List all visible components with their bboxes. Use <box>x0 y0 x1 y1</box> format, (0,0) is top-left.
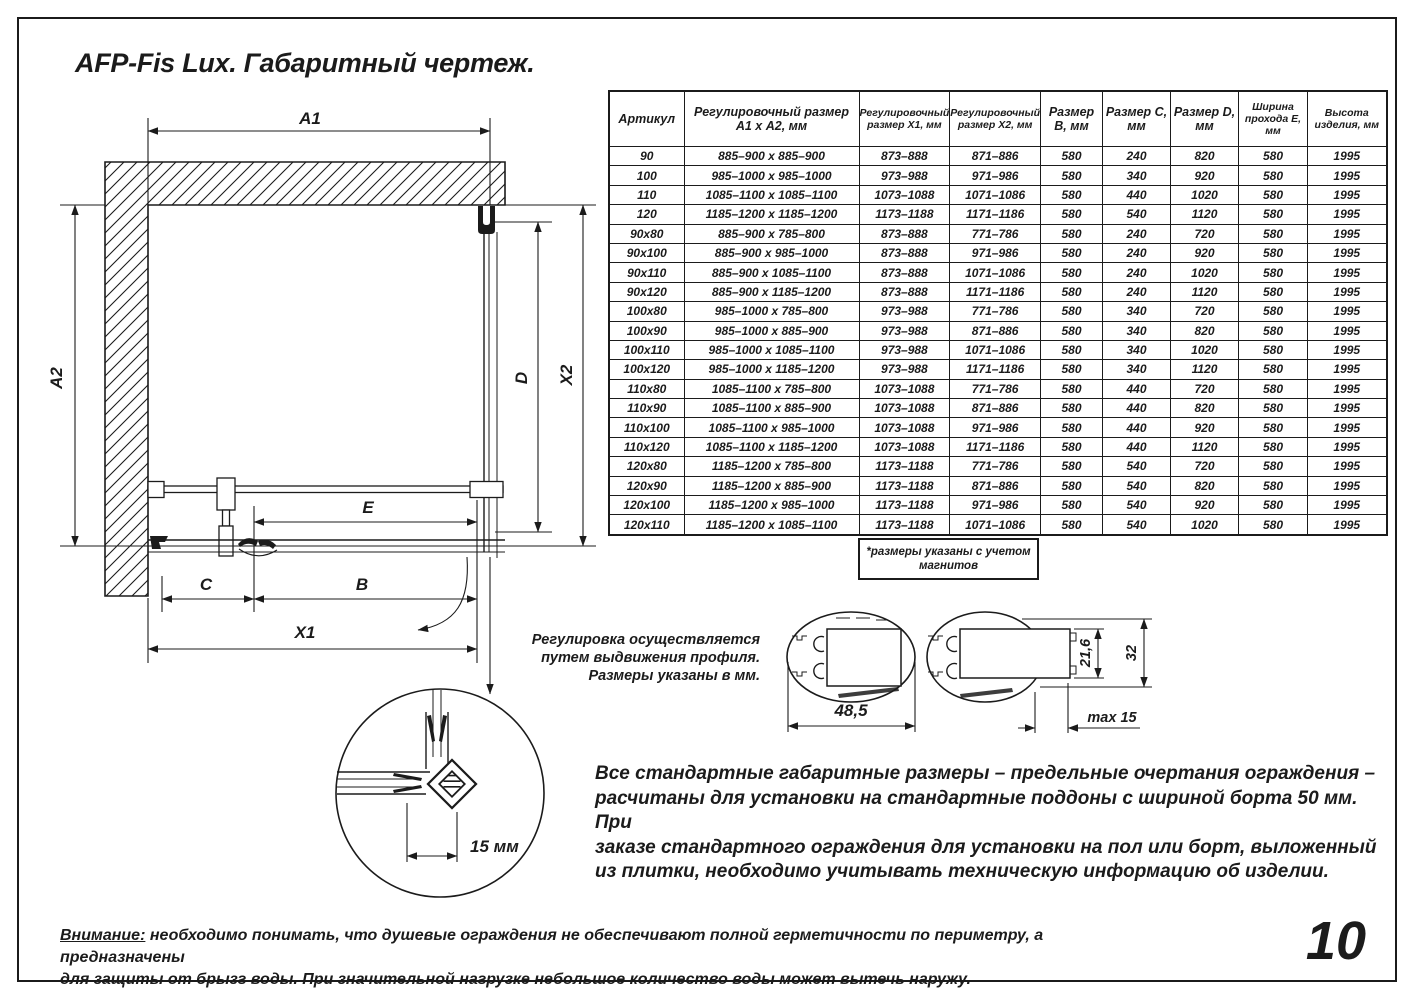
table-cell: 1173–1188 <box>859 515 950 535</box>
table-cell: 1185–1200 x 885–900 <box>684 476 859 495</box>
table-cell: 90x80 <box>609 224 684 243</box>
warning-note <box>60 925 1160 991</box>
regulation-note <box>430 631 760 685</box>
table-row <box>609 476 1387 495</box>
table-cell: 1995 <box>1308 185 1387 204</box>
table-cell: 340 <box>1103 166 1171 185</box>
svg-text:21,6: 21,6 <box>1078 638 1094 668</box>
table-cell: 110x100 <box>609 418 684 437</box>
table-cell: 1995 <box>1308 515 1387 535</box>
table-cell: 580 <box>1041 437 1103 456</box>
table-cell: 540 <box>1103 515 1171 535</box>
door-swing-arc <box>418 557 467 630</box>
table-cell: 1995 <box>1308 476 1387 495</box>
table-cell: 820 <box>1171 147 1239 166</box>
table-cell: 720 <box>1171 302 1239 321</box>
table-cell: 920 <box>1171 418 1239 437</box>
column-header: Размер D, мм <box>1171 91 1239 147</box>
table-row <box>609 437 1387 456</box>
table-cell: 120x110 <box>609 515 684 535</box>
table-cell: 440 <box>1103 418 1171 437</box>
svg-text:X2: X2 <box>557 364 576 386</box>
table-cell: 90x120 <box>609 282 684 301</box>
table-cell: 1995 <box>1308 418 1387 437</box>
table-cell: 580 <box>1041 224 1103 243</box>
table-cell: 973–988 <box>859 166 950 185</box>
table-cell: 1171–1186 <box>950 282 1041 301</box>
table-cell: 1020 <box>1171 263 1239 282</box>
table-row <box>609 360 1387 379</box>
svg-text:C: C <box>199 575 213 594</box>
table-cell: 580 <box>1239 340 1308 359</box>
table-row <box>609 379 1387 398</box>
table-row <box>609 340 1387 359</box>
table-cell: 580 <box>1041 147 1103 166</box>
table-cell: 885–900 x 985–1000 <box>684 243 859 262</box>
table-cell: 580 <box>1239 418 1308 437</box>
table-cell: 771–786 <box>950 224 1041 243</box>
paragraph-line: Все стандартные габаритные размеры – предельные очертания ограждения – <box>595 763 1376 784</box>
table-cell: 1173–1188 <box>859 496 950 515</box>
table-cell: 920 <box>1171 166 1239 185</box>
hinge-block <box>150 536 168 549</box>
table-cell: 110x120 <box>609 437 684 456</box>
table-cell: 873–888 <box>859 263 950 282</box>
table-cell: 720 <box>1171 379 1239 398</box>
table-cell: 340 <box>1103 302 1171 321</box>
table-cell: 440 <box>1103 379 1171 398</box>
table-cell: 580 <box>1041 166 1103 185</box>
table-cell: 580 <box>1239 282 1308 301</box>
table-cell: 90x110 <box>609 263 684 282</box>
table-row <box>609 457 1387 476</box>
table-cell: 100x110 <box>609 340 684 359</box>
table-cell: 1071–1086 <box>950 185 1041 204</box>
table-cell: 580 <box>1041 379 1103 398</box>
table-row <box>609 147 1387 166</box>
table-cell: 580 <box>1041 360 1103 379</box>
magnet-piece <box>258 540 276 549</box>
table-cell: 1995 <box>1308 340 1387 359</box>
table-cell: 580 <box>1041 476 1103 495</box>
table-cell: 580 <box>1239 185 1308 204</box>
svg-text:A2: A2 <box>47 367 66 389</box>
table-cell: 973–988 <box>859 340 950 359</box>
table-cell: 100 <box>609 166 684 185</box>
table-cell: 873–888 <box>859 243 950 262</box>
table-cell: 580 <box>1239 437 1308 456</box>
table-cell: 110x80 <box>609 379 684 398</box>
table-cell: 580 <box>1239 263 1308 282</box>
dimension-e <box>254 498 477 612</box>
table-cell: 1185–1200 x 1185–1200 <box>684 205 859 224</box>
column-header: Артикул <box>609 91 684 147</box>
table-row <box>609 243 1387 262</box>
paragraph-line: расчитаны для установки на стандартные поддоны с шириной борта 50 мм. При <box>595 787 1358 833</box>
warning-line: Внимание: необходимо понимать, что душевые ограждения не обеспечивают полной герметичности по периметру, а предназначены <box>60 927 1044 966</box>
table-cell: 1120 <box>1171 437 1239 456</box>
column-header: Высота изделия, мм <box>1308 91 1387 147</box>
table-cell: 580 <box>1239 243 1308 262</box>
table-cell: 580 <box>1239 476 1308 495</box>
profile-section-extended <box>927 612 1152 733</box>
table-cell: 1085–1100 x 1185–1200 <box>684 437 859 456</box>
svg-text:32: 32 <box>1124 644 1140 662</box>
table-cell: 1995 <box>1308 243 1387 262</box>
table-cell: 100x120 <box>609 360 684 379</box>
column-header: Ширина прохода Е, мм <box>1239 91 1308 147</box>
table-cell: 971–986 <box>950 166 1041 185</box>
table-cell: 580 <box>1239 360 1308 379</box>
table-cell: 1073–1088 <box>859 418 950 437</box>
table-cell: 580 <box>1041 418 1103 437</box>
table-cell: 1185–1200 x 985–1000 <box>684 496 859 515</box>
table-cell: 1085–1100 x 785–800 <box>684 379 859 398</box>
table-footnote: *размеры указаны с учетом магнитов <box>858 538 1039 580</box>
table-cell: 540 <box>1103 496 1171 515</box>
column-header: Регулировочный размер Х2, мм <box>950 91 1041 147</box>
table-cell: 871–886 <box>950 399 1041 418</box>
page-title: AFP-Fis Lux. Габаритный чертеж. <box>75 48 535 78</box>
table-cell: 580 <box>1239 457 1308 476</box>
table-cell: 1085–1100 x 1085–1100 <box>684 185 859 204</box>
wall-profile-clamp <box>478 206 495 234</box>
table-cell: 1995 <box>1308 321 1387 340</box>
table-cell: 1995 <box>1308 399 1387 418</box>
support-bar <box>148 478 503 556</box>
table-row <box>609 418 1387 437</box>
table-cell: 820 <box>1171 476 1239 495</box>
table-row <box>609 166 1387 185</box>
table-cell: 1120 <box>1171 282 1239 301</box>
table-cell: 580 <box>1041 185 1103 204</box>
regulation-note-line: Размеры указаны в мм. <box>588 668 760 684</box>
table-cell: 1171–1186 <box>950 360 1041 379</box>
table-cell: 885–900 x 885–900 <box>684 147 859 166</box>
svg-text:15 мм: 15 мм <box>470 837 519 856</box>
column-header: Размер С, мм <box>1103 91 1171 147</box>
table-cell: 580 <box>1239 302 1308 321</box>
table-cell: 580 <box>1041 515 1103 535</box>
table-cell: 1995 <box>1308 437 1387 456</box>
column-header: Регулировочный размер Х1, мм <box>859 91 950 147</box>
table-cell: 1995 <box>1308 379 1387 398</box>
table-cell: 90 <box>609 147 684 166</box>
table-cell: 580 <box>1041 340 1103 359</box>
table-cell: 885–900 x 1085–1100 <box>684 263 859 282</box>
table-cell: 971–986 <box>950 243 1041 262</box>
table-cell: 1995 <box>1308 224 1387 243</box>
dimension-x1 <box>148 598 477 663</box>
table-cell: 1071–1086 <box>950 515 1041 535</box>
table-cell: 985–1000 x 885–900 <box>684 321 859 340</box>
paragraph-line: заказе стандартного ограждения для установки на пол или борт, выложенный <box>595 836 1377 858</box>
table-cell: 973–988 <box>859 321 950 340</box>
svg-text:A1: A1 <box>299 109 321 128</box>
table-cell: 1085–1100 x 985–1000 <box>684 418 859 437</box>
table-cell: 240 <box>1103 243 1171 262</box>
table-cell: 971–986 <box>950 496 1041 515</box>
table-cell: 340 <box>1103 321 1171 340</box>
table-cell: 1185–1200 x 1085–1100 <box>684 515 859 535</box>
table-cell: 920 <box>1171 243 1239 262</box>
table-cell: 871–886 <box>950 321 1041 340</box>
svg-text:max 15: max 15 <box>1087 710 1137 726</box>
table-cell: 580 <box>1041 399 1103 418</box>
table-cell: 1171–1186 <box>950 205 1041 224</box>
table-header <box>609 91 1387 147</box>
size-table <box>608 90 1388 536</box>
table-cell: 1173–1188 <box>859 476 950 495</box>
table-cell: 1995 <box>1308 282 1387 301</box>
page-number: 10 <box>1305 911 1366 971</box>
table-cell: 1073–1088 <box>859 399 950 418</box>
table-cell: 1085–1100 x 885–900 <box>684 399 859 418</box>
table-cell: 971–986 <box>950 418 1041 437</box>
table-cell: 580 <box>1041 243 1103 262</box>
svg-text:E: E <box>362 498 374 517</box>
table-row <box>609 496 1387 515</box>
table-cell: 440 <box>1103 399 1171 418</box>
svg-text:48,5: 48,5 <box>834 701 868 720</box>
table-cell: 1995 <box>1308 496 1387 515</box>
table-cell: 985–1000 x 1185–1200 <box>684 360 859 379</box>
table-cell: 240 <box>1103 263 1171 282</box>
table-cell: 580 <box>1041 321 1103 340</box>
table-row <box>609 321 1387 340</box>
table-cell: 580 <box>1041 457 1103 476</box>
table-cell: 580 <box>1239 515 1308 535</box>
paragraph-line: из плитки, необходимо учитывать техническую информацию об изделии. <box>595 861 1329 882</box>
table-cell: 1995 <box>1308 263 1387 282</box>
column-header: Размер В, мм <box>1041 91 1103 147</box>
table-cell: 1020 <box>1171 185 1239 204</box>
table-cell: 1185–1200 x 785–800 <box>684 457 859 476</box>
front-panel <box>148 536 505 556</box>
table-cell: 580 <box>1239 147 1308 166</box>
regulation-note-line: путем выдвижения профиля. <box>541 650 760 666</box>
table-cell: 580 <box>1041 496 1103 515</box>
table-cell: 720 <box>1171 457 1239 476</box>
table-cell: 1995 <box>1308 457 1387 476</box>
table-cell: 1120 <box>1171 205 1239 224</box>
table-cell: 1071–1086 <box>950 263 1041 282</box>
table-cell: 985–1000 x 985–1000 <box>684 166 859 185</box>
table-cell: 340 <box>1103 340 1171 359</box>
table-cell: 110x90 <box>609 399 684 418</box>
table-cell: 1171–1186 <box>950 437 1041 456</box>
table-cell: 340 <box>1103 360 1171 379</box>
table-cell: 873–888 <box>859 282 950 301</box>
table-body <box>609 147 1387 535</box>
table-cell: 100x80 <box>609 302 684 321</box>
table-cell: 120x100 <box>609 496 684 515</box>
table-cell: 720 <box>1171 224 1239 243</box>
table-cell: 871–886 <box>950 147 1041 166</box>
table-cell: 440 <box>1103 185 1171 204</box>
table-row <box>609 205 1387 224</box>
table-cell: 873–888 <box>859 147 950 166</box>
table-cell: 1071–1086 <box>950 340 1041 359</box>
table-cell: 240 <box>1103 224 1171 243</box>
table-row <box>609 282 1387 301</box>
table-cell: 1073–1088 <box>859 437 950 456</box>
column-header: Регулировочный размер А1 х А2, мм <box>684 91 859 147</box>
table-cell: 580 <box>1239 321 1308 340</box>
table-cell: 1173–1188 <box>859 457 950 476</box>
installation-paragraph <box>595 762 1395 885</box>
table-cell: 885–900 x 1185–1200 <box>684 282 859 301</box>
table-cell: 1073–1088 <box>859 379 950 398</box>
table-cell: 120 <box>609 205 684 224</box>
table-cell: 580 <box>1239 399 1308 418</box>
svg-text:X1: X1 <box>294 623 316 642</box>
svg-text:D: D <box>512 371 531 385</box>
table-row <box>609 399 1387 418</box>
table-cell: 1995 <box>1308 360 1387 379</box>
table-cell: 540 <box>1103 476 1171 495</box>
table-cell: 771–786 <box>950 379 1041 398</box>
table-cell: 920 <box>1171 496 1239 515</box>
table-cell: 1120 <box>1171 360 1239 379</box>
table-cell: 580 <box>1041 282 1103 301</box>
table-cell: 973–988 <box>859 302 950 321</box>
table-cell: 1995 <box>1308 166 1387 185</box>
table-cell: 771–786 <box>950 302 1041 321</box>
table-cell: 1995 <box>1308 147 1387 166</box>
table-cell: 873–888 <box>859 224 950 243</box>
table-cell: 985–1000 x 785–800 <box>684 302 859 321</box>
table-cell: 771–786 <box>950 457 1041 476</box>
table-cell: 240 <box>1103 282 1171 301</box>
detail-circle <box>336 689 544 897</box>
svg-text:B: B <box>355 575 369 594</box>
table-cell: 1173–1188 <box>859 205 950 224</box>
table-cell: 885–900 x 785–800 <box>684 224 859 243</box>
table-cell: 1995 <box>1308 205 1387 224</box>
table-cell: 1995 <box>1308 302 1387 321</box>
table-cell: 973–988 <box>859 360 950 379</box>
warning-line: для защиты от брызг воды. При значительной нагрузке небольшое количество воды может вытечь наружу. <box>60 971 971 988</box>
table-cell: 540 <box>1103 457 1171 476</box>
table-cell: 580 <box>1041 263 1103 282</box>
table-cell: 240 <box>1103 147 1171 166</box>
enclosure-plan <box>148 206 505 694</box>
table-cell: 580 <box>1041 302 1103 321</box>
table-cell: 120x90 <box>609 476 684 495</box>
table-cell: 871–886 <box>950 476 1041 495</box>
table-row <box>609 185 1387 204</box>
table-cell: 580 <box>1239 166 1308 185</box>
table-cell: 985–1000 x 1085–1100 <box>684 340 859 359</box>
table-cell: 1020 <box>1171 340 1239 359</box>
table-cell: 440 <box>1103 437 1171 456</box>
table-cell: 120x80 <box>609 457 684 476</box>
table-cell: 1073–1088 <box>859 185 950 204</box>
table-cell: 110 <box>609 185 684 204</box>
profile-section-closed <box>787 612 915 732</box>
table-row <box>609 302 1387 321</box>
table-row <box>609 515 1387 535</box>
table-cell: 580 <box>1239 379 1308 398</box>
table-row <box>609 263 1387 282</box>
dimension-c <box>162 575 254 612</box>
table-cell: 580 <box>1239 496 1308 515</box>
table-cell: 580 <box>1239 205 1308 224</box>
table-cell: 820 <box>1171 399 1239 418</box>
table-cell: 580 <box>1239 224 1308 243</box>
table-cell: 1020 <box>1171 515 1239 535</box>
table-cell: 100x90 <box>609 321 684 340</box>
regulation-note-line: Регулировка осуществляется <box>531 632 760 648</box>
table-cell: 90x100 <box>609 243 684 262</box>
table-cell: 580 <box>1041 205 1103 224</box>
table-row <box>609 224 1387 243</box>
table-cell: 540 <box>1103 205 1171 224</box>
table-cell: 820 <box>1171 321 1239 340</box>
wall-hatched <box>105 162 505 596</box>
warning-label: Внимание: <box>60 927 146 944</box>
